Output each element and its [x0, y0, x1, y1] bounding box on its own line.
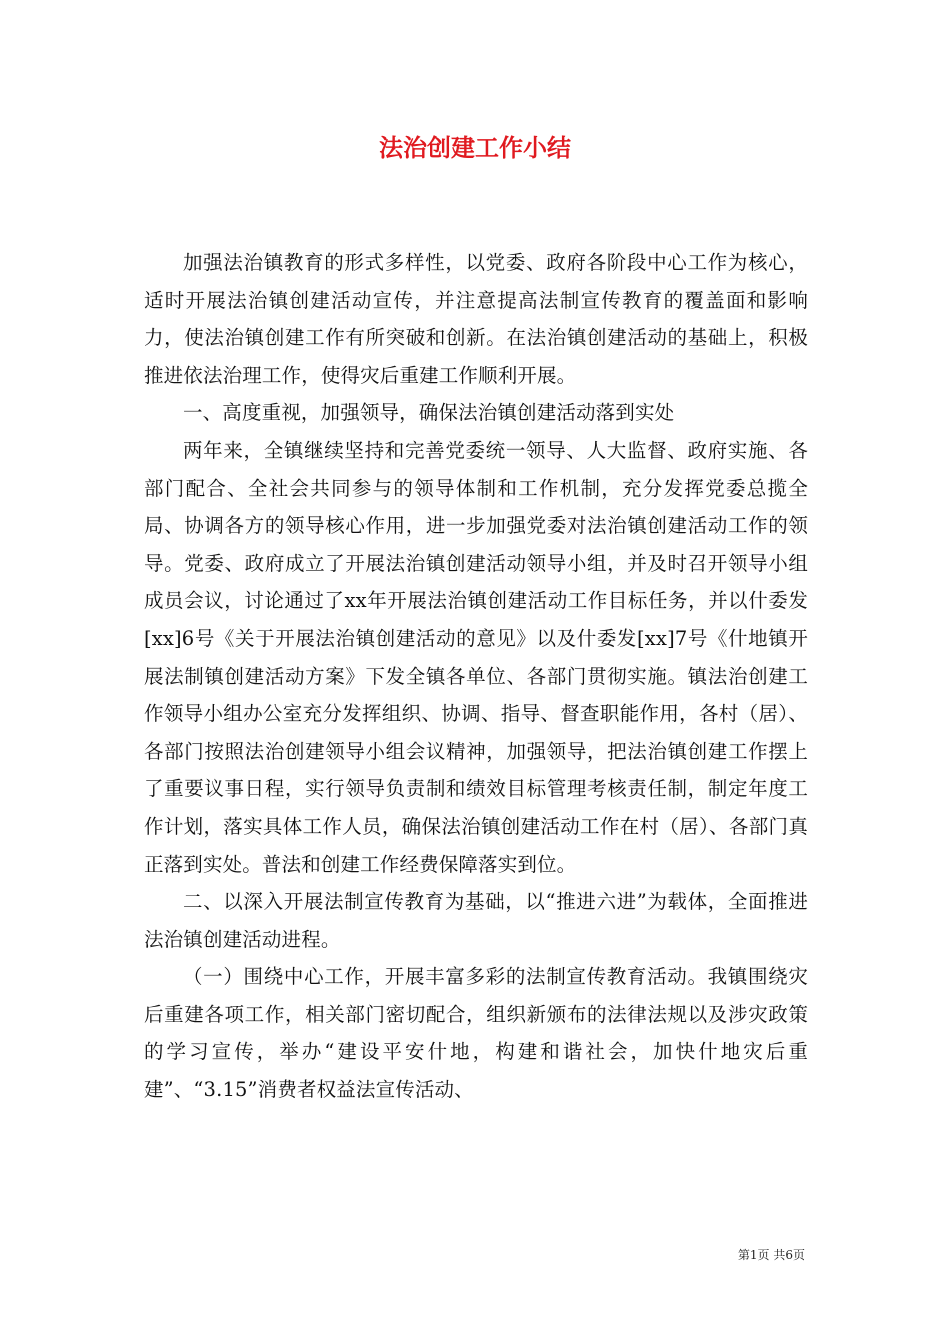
document-body — [144, 244, 808, 1109]
document-title: 法治创建工作小结 — [379, 133, 571, 162]
paragraph: （一）围绕中心工作，开展丰富多彩的法制宣传教育活动。我镇围绕灾后重建各项工作，相关部门密切配合，组织新颁布的法律法规以及涉灾政策的学习宣传，举办“建设平安什地，构建和谐社会，加快什地灾后重建”、“3.15”消费者权益法宣传活动、 — [144, 965, 808, 1102]
page-number: 第1页 共6页 — [737, 1248, 805, 1262]
section-heading: 二、以深入开展法制宣传教育为基础，以“推进六进”为载体，全面推进法治镇创建活动进程。 — [144, 890, 808, 951]
paragraph: 两年来，全镇继续坚持和完善党委统一领导、人大监督、政府实施、各部门配合、全社会共同参与的领导体制和工作机制，充分发挥党委总揽全局、协调各方的领导核心作用，进一步加强党委对法治镇创建活动工作的领导。党委、政府成立了开展法治镇创建活动领导小组，并及时召开领导小组成员会议，讨论通过了xx年开展法治镇创建活动工作目标任务，并以什委发[xx]6号《关于开展法治镇创建活动的意见》以及什委发[xx]7号《什地镇开展法制镇创建活动方案》下发全镇各单位、各部门贯彻实施。镇法治创建工作领导小组办公室充分发挥组织、协调、指导、督查职能作用，各村（居）、各部门按照法治创建领导小组会议精神，加强领导，把法治镇创建工作摆上了重要议事日程，实行领导负责制和绩效目标管理考核责任制，制定年度工作计划，落实具体工作人员，确保法治镇创建活动工作在村（居）、各部门真正落到实处。普法和创建工作经费保障落实到位。 — [144, 438, 808, 876]
paragraph: 加强法治镇教育的形式多样性，以党委、政府各阶段中心工作为核心，适时开展法治镇创建活动宣传，并注意提高法制宣传教育的覆盖面和影响力，使法治镇创建工作有所突破和创新。在法治镇创建活动的基础上，积极推进依法治理工作，使得灾后重建工作顺利开展。 — [144, 251, 808, 387]
section-heading: 一、高度重视，加强领导，确保法治镇创建活动落到实处 — [183, 401, 675, 425]
